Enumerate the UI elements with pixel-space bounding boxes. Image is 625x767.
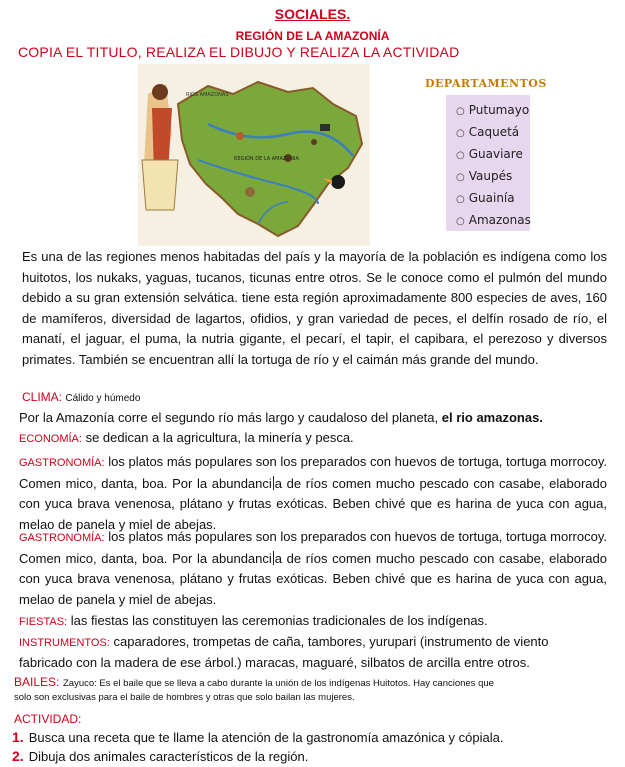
map-label-main: REGIÓN DE LA AMAZONIA (234, 156, 299, 162)
departamentos-list-box (446, 95, 530, 231)
actividad-number: 2. (12, 748, 24, 764)
actividad-item-1 (12, 729, 503, 745)
instrumentos-line-2: fabricado con la madera de ese árbol.) maracas, maguaré, silbatos de arcilla entre otros. (19, 655, 530, 670)
amazon-region-map-image (138, 64, 370, 246)
page-title: SOCIALES. (274, 6, 351, 22)
gastronomia-text-a: los platos más populares son los preparados con huevos de tortuga, tortuga morrocoy. Comen mico, danta, boa. Por la abundanci (19, 529, 607, 566)
intro-paragraph: Es una de las regiones menos habitadas del país y la mayoría de la población es indígena como los huitotos, los nukaks, yaguas, tucanos, ticunas entre otros. Se le conoce como el pulmón del mundo debido a su gran extensión selvática. tiene esta región aproximadamente 800 especies de aves, 160 de mamíferos, diversidad de lagartos, ofidios, y gran variedad de peces, el delfín rosado de río, el manatí, el jaguar, el puma, la nutria gigante, el pecarí, el tapir, el capibara, el perezoso y diversos primates. También se encuentran allí la tortuga de río y el caimán más grande del mundo. (22, 249, 607, 367)
instrumentos-text-1: caparadores, trompetas de caña, tambores, yurupari (instrumento de viento (113, 634, 549, 649)
bullet-icon: ○ (456, 172, 465, 183)
gastronomia-label: GASTRONOMÍA: (19, 457, 105, 469)
map-label-top: RIOS AMAZONAS (186, 92, 229, 98)
text-cursor (273, 551, 274, 565)
bullet-icon: ○ (456, 128, 465, 139)
fiestas-line (19, 613, 488, 628)
rio-line (19, 410, 543, 425)
actividad-title: ACTIVIDAD: (14, 712, 82, 726)
economia-text: se dedican a la agricultura, la minería y pesca. (85, 430, 354, 445)
instruction-text: COPIA EL TITULO, REALIZA EL DIBUJO Y REALIZA LA ACTIVIDAD (18, 44, 460, 60)
actividad-number: 1. (12, 729, 24, 745)
economia-label: ECONOMÍA: (19, 433, 82, 445)
gastronomia-text-b: a de ríos comen mucho pescado con casabe, elaborado con yuca brava venenosa, plátano y frutas exóticas. Beben chivé que es harina de yuca con agua, melao de panela y miel de abejas. (19, 475, 607, 532)
list-item: ○ Vaupés (456, 169, 513, 183)
gastronomia-paragraph-duplicate (19, 527, 607, 610)
actividad-item-2 (12, 748, 308, 764)
instrumentos-line-1 (19, 634, 549, 649)
rio-bold: el rio amazonas. (441, 410, 543, 425)
fiestas-label: FIESTAS: (19, 616, 68, 628)
bailes-text-2: solo son exclusivas para el baile de hombres y otras que solo bailan las mujeres. (14, 692, 355, 703)
departamentos-list (446, 95, 530, 231)
bullet-icon: ○ (456, 194, 465, 205)
bailes-text-1: Zayuco: Es el baile que se lleva a cabo durante la unión de los indígenas Huitotos. Hay canciones que (62, 678, 494, 689)
bullet-icon: ○ (456, 216, 465, 227)
clima-label: CLIMA: (22, 390, 63, 404)
list-item: ○ Caquetá (456, 125, 520, 139)
fiestas-text: las fiestas las constituyen las ceremonias tradicionales de los indígenas. (70, 613, 488, 628)
economia-line (19, 430, 354, 445)
rio-text: Por la Amazonía corre el segundo río más largo y caudaloso del planeta, (19, 410, 439, 425)
gastronomia-paragraph (19, 452, 607, 535)
clima-line (22, 390, 140, 404)
text-cursor (273, 476, 274, 490)
bailes-line-1 (14, 674, 494, 689)
gastronomia-label: GASTRONOMÍA: (19, 532, 105, 544)
region-subtitle: REGIÓN DE LA AMAZONÍA (235, 29, 390, 43)
actividad-text: Dibuja dos animales característicos de la región. (28, 749, 309, 764)
instrumentos-label: INSTRUMENTOS: (19, 637, 110, 649)
bailes-label: BAILES: (14, 675, 60, 689)
clima-value: Cálido y húmedo (65, 393, 141, 404)
gastronomia-text-a: los platos más populares son los preparados con huevos de tortuga, tortuga morrocoy. Comen mico, danta, boa. Por la abundanci (19, 454, 607, 491)
gastronomia-text-b: a de ríos comen mucho pescado con casabe, elaborado con yuca brava venenosa, plátano y frutas exóticas. Beben chivé que es harina de yuca con agua, melao de panela y miel de abejas. (19, 550, 607, 607)
list-item: ○ Amazonas (456, 213, 531, 227)
bullet-icon: ○ (456, 106, 465, 117)
list-item: ○ Guainía (456, 191, 515, 205)
bullet-icon: ○ (456, 150, 465, 161)
list-item: ○ Putumayo (456, 103, 530, 117)
departamentos-title: DEPARTAMENTOS (425, 77, 547, 90)
list-item: ○ Guaviare (456, 147, 523, 161)
actividad-text: Busca una receta que te llame la atención de la gastronomía amazónica y cópiala. (28, 730, 504, 745)
